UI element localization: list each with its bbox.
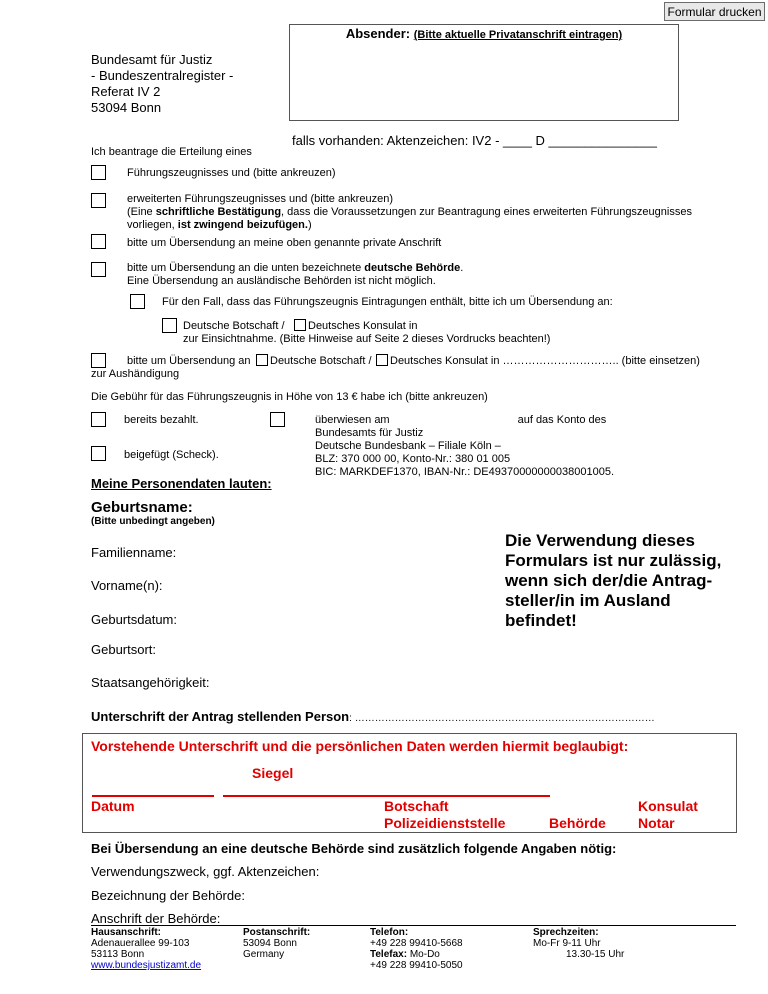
handover-note: zur Aushändigung (91, 368, 180, 380)
option-send-authority-line1: bitte um Übersendung an die unten bezeichnete deutsche Behörde. (127, 262, 464, 274)
checkbox-embassy-handover[interactable] (256, 354, 268, 366)
footer-phone-title: Telefon: (370, 927, 409, 938)
embassy-police-label (384, 798, 505, 832)
file-reference: falls vorhanden: Aktenzeichen: IV2 - ____ D _______________ (292, 133, 657, 148)
birthname-label: Geburtsname: (91, 499, 193, 516)
consulate-label: Konsulat (638, 798, 698, 814)
website-link[interactable]: www.bundesjustizamt.de (91, 960, 202, 971)
footer-phone-number: +49 228 99410-5668 (370, 938, 463, 949)
authority-name-label: Bezeichnung der Behörde: (91, 888, 245, 903)
authority-info-heading: Bei Übersendung an eine deutsche Behörde sind zusätzlich folgende Angaben nötig: (91, 841, 617, 856)
checkbox-send-private[interactable] (91, 234, 106, 249)
footer-fax-title: Telefax: (370, 949, 408, 960)
option-extended-line2: (Eine schriftliche Bestätigung, dass die Voraussetzungen zur Beantragung eines erweiterten Führungszeugnisses (127, 206, 692, 218)
recipient-line: Bundesamt für Justiz (91, 52, 213, 67)
fee-transfer-line: BIC: MARKDEF1370, IBAN-Nr.: DE49370000000038001005. (315, 466, 615, 478)
recipient-line: Referat IV 2 (91, 84, 161, 99)
checkbox-fee-transfer[interactable] (270, 412, 285, 427)
fee-transfer-line: überwiesen am auf das Konto des (315, 414, 607, 426)
consulate-notary-label (638, 798, 698, 832)
authority-label: Behörde (549, 815, 606, 831)
option-extended-certificate (127, 193, 692, 232)
footer-post-line: 53094 Bonn (243, 938, 297, 949)
footer-house-line: 53113 Bonn (91, 949, 145, 960)
option-consulate-handover: Deutsches Konsulat in ………………………….. (bitte einsetzen) (390, 355, 700, 367)
option-entries-case: Für den Fall, dass das Führungszeugnis Eintragungen enthält, bitte ich um Übersendung an: (162, 296, 613, 308)
notice-line: steller/in im Ausland (505, 591, 671, 610)
sender-box[interactable] (289, 24, 679, 121)
first-names-label: Vorname(n): (91, 578, 163, 593)
option-embassy-inspection: Deutsche Botschaft / (183, 320, 285, 332)
footer-hours-line: Mo-Fr 9-11 Uhr (533, 938, 601, 949)
footer-phone (370, 927, 463, 971)
checkbox-fee-cheque[interactable] (91, 446, 106, 461)
embassy-label: Botschaft (384, 798, 449, 814)
checkbox-certificate[interactable] (91, 165, 106, 180)
footer-house (91, 927, 201, 971)
checkbox-fee-paid[interactable] (91, 412, 106, 427)
birthname-note: (Bitte unbedingt angeben) (91, 516, 215, 527)
fee-cheque-label: beigefügt (Scheck). (124, 449, 219, 461)
footer-hours (533, 927, 624, 960)
option-extended-line1: erweiterten Führungszeugnisses und (bitte ankreuzen) (127, 193, 393, 205)
checkbox-consulate-inspection[interactable] (294, 319, 306, 331)
option-certificate: Führungszeugnisses und (bitte ankreuzen) (127, 167, 336, 179)
notice-line: Die Verwendung dieses (505, 531, 695, 550)
footer-hours-title: Sprechzeiten: (533, 927, 599, 938)
signature-row (91, 709, 655, 727)
notice-line: befindet! (505, 611, 577, 630)
footer-divider (91, 925, 736, 926)
seal-label: Siegel (252, 765, 294, 781)
birth-place-label: Geburtsort: (91, 642, 157, 657)
recipient-line: 53094 Bonn (91, 100, 162, 115)
option-send-private: bitte um Übersendung an meine oben genannte private Anschrift (127, 237, 442, 249)
option-send-to: bitte um Übersendung an (127, 355, 251, 367)
footer-fax-number: +49 228 99410-5050 (370, 960, 463, 971)
birth-date-label: Geburtsdatum: (91, 612, 177, 627)
date-label: Datum (91, 798, 135, 814)
inspection-note: zur Einsichtnahme. (Bitte Hinweise auf Seite 2 dieses Vordrucks beachten!) (183, 333, 551, 345)
footer-post (243, 927, 310, 960)
request-intro: Ich beantrage die Erteilung eines (91, 146, 252, 158)
option-extended-line3: vorliegen, ist zwingend beizufügen.) (127, 219, 312, 231)
recipient-address (91, 52, 233, 116)
fee-paid-label: bereits bezahlt. (124, 414, 199, 426)
option-embassy-handover: Deutsche Botschaft / (270, 355, 372, 367)
recipient-line: - Bundeszentralregister - (91, 68, 234, 83)
option-consulate-inspection: Deutsches Konsulat in (308, 320, 418, 332)
notice-line: Formulars ist nur zulässig, (505, 551, 722, 570)
signature-label: Unterschrift der Antrag stellenden Person (91, 709, 350, 724)
option-send-authority-line2: Eine Übersendung an ausländische Behörden ist nicht möglich. (127, 275, 436, 287)
purpose-label: Verwendungszweck, ggf. Aktenzeichen: (91, 864, 320, 879)
fee-transfer-line: Bundesamts für Justiz (315, 427, 424, 439)
sender-subtitle: (Bitte aktuelle Privatanschrift eintragen) (413, 29, 623, 41)
checkbox-send-to[interactable] (91, 353, 106, 368)
sender-title (290, 26, 678, 41)
signature-line: : ……………………………………………………………………………… (349, 713, 655, 724)
checkbox-extended-certificate[interactable] (91, 193, 106, 208)
print-form-button[interactable]: Formular drucken (664, 2, 765, 21)
checkbox-consulate-handover[interactable] (376, 354, 388, 366)
checkbox-entries-case[interactable] (130, 294, 145, 309)
footer-house-line: Adenauerallee 99-103 (91, 938, 190, 949)
footer-fax-days: Mo-Do (407, 949, 440, 960)
nationality-label: Staatsangehörigkeit: (91, 675, 210, 690)
footer-post-line: Germany (243, 949, 285, 960)
footer-hours-line: 13.30-15 Uhr (566, 949, 625, 960)
abroad-notice (505, 531, 721, 631)
date-line (92, 795, 214, 797)
personal-heading: Meine Personendaten lauten: (91, 476, 272, 491)
footer-house-title: Hausanschrift: (91, 927, 162, 938)
notice-line: wenn sich der/die Antrag- (505, 571, 713, 590)
sender-title-label: Absender: (345, 26, 411, 41)
footer-post-title: Postanschrift: (243, 927, 311, 938)
fee-intro: Die Gebühr für das Führungszeugnis in Höhe von 13 € habe ich (bitte ankreuzen) (91, 391, 488, 403)
authority-address-label: Anschrift der Behörde: (91, 911, 221, 926)
notary-label: Notar (638, 815, 675, 831)
fee-transfer-details (315, 414, 614, 479)
certification-title: Vorstehende Unterschrift und die persönlichen Daten werden hiermit beglaubigt: (91, 738, 629, 754)
family-name-label: Familienname: (91, 545, 177, 560)
option-send-authority (127, 262, 463, 288)
police-label: Polizeidienststelle (384, 815, 506, 831)
footer-fax-row (370, 949, 463, 960)
checkbox-embassy-inspection[interactable] (162, 318, 177, 333)
checkbox-send-authority[interactable] (91, 262, 106, 277)
fee-transfer-line: Deutsche Bundesbank – Filiale Köln – (315, 440, 501, 452)
fee-transfer-line: BLZ: 370 000 00, Konto-Nr.: 380 01 005 (315, 453, 511, 465)
seal-signature-line (223, 795, 550, 797)
